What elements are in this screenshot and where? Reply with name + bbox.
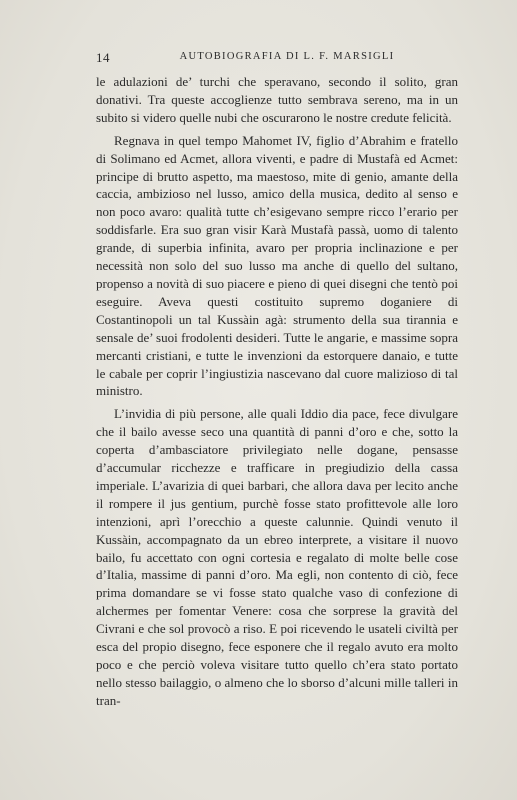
page-number: 14 bbox=[96, 50, 110, 65]
paragraph-3: L’invidia di più persone, alle quali Iddio dia pace, fece divulgare che il bailo avesse seco una quantità di panni d’oro e che, sotto la coperta d’ambasciatore privilegiato nelle dogane, pensasse d’accumular ricchezze e trafficare in pregiudizio della cassa imperiale. L’avarizia di quei barbari, che allora dava per lecito anche il rompere il jus gentium, purchè fosse stato profittevole alle loro intenzioni, aprì l’orecchio a queste calunnie. Quindi venuto il Kussàin, accompagnato da un ebreo interprete, a visitare il nuovo bailo, fu accettato con ogni cortesia e regalato di molte belle cose d’Italia, massime di panni d’oro. Ma egli, non contento di ciò, fece prima domandare se vi fosse stato qualche vaso di confezione di alchermes per fomentar Venere: cosa che sorprese la gravità del Civrani e che sol provocò a riso. E poi ricevendo le usateli civiltà per esca del propio disegno, fece esponere che il regalo avuto era molto poco e che perciò voleva visitare tutto quello ch’era stato portato nello stesso bailaggio, o almeno che lo sborso d’alcuni mille talleri in tran- bbox=[96, 406, 458, 708]
body-text bbox=[96, 73, 458, 715]
page-header bbox=[96, 50, 458, 66]
running-title: AUTOBIOGRAFIA DI L. F. MARSIGLI bbox=[179, 51, 395, 62]
paragraph-2: Regnava in quel tempo Mahomet IV, figlio d’Abrahim e fratello di Solimano ed Acmet, allora viventi, e padre di Mustafà ed Acmet: principe di brutto aspetto, ma maestoso, mite di genio, amante della caccia, ambizioso nel lusso, amico della musica, dedito al senso e non poco avaro: qualità tutte ch’esigevano sempre ricco l’erario per soddisfarle. Era suo gran visir Karà Mustafà passà, uomo di talento grande, di superbia infinita, avaro per propria inclinazione e per necessità non solo del suo lusso ma anche di quello del sultano, propenso a novità di suo piacere e pieno di quei disegni che tentò poi eseguire. Aveva questi costituito supremo doganiere di Costantinopoli un tal Kussàin agà: strumento della sua tirannia e sensale de’ suoi frodolenti desideri. Tutte le angarie, e massime sopra mercanti cristiani, e tutte le invenzioni da estorquere danaio, e tutte le cabale per coprir l’ingiustizia nascevano dal cuore malizioso di tal ministro. bbox=[96, 132, 458, 399]
paragraph-1: le adulazioni de’ turchi che speravano, secondo il solito, gran donativi. Tra queste accoglienze tutto sembrava sereno, ma in un subito si videro quelle nubi che oscurarono le nostre credute felicità. bbox=[96, 74, 458, 125]
